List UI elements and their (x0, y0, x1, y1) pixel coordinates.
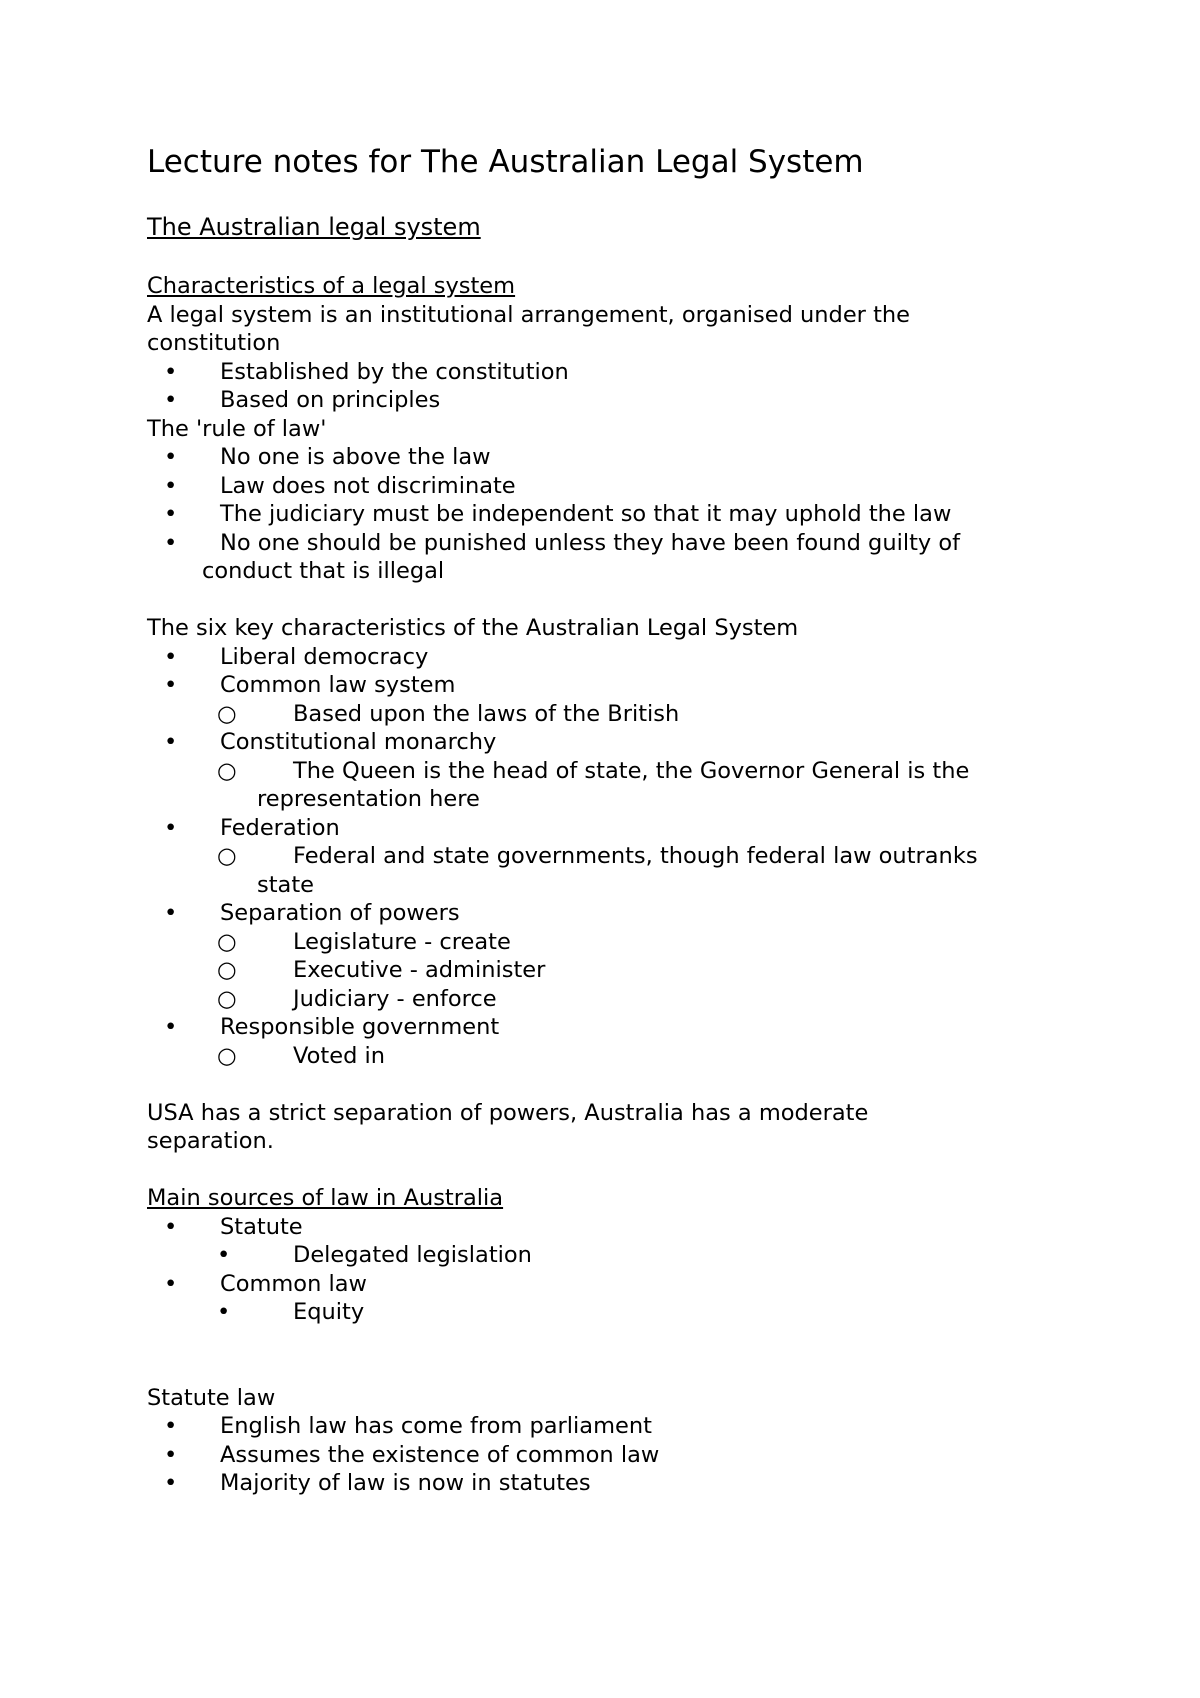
subsection-heading: Main sources of law in Australia (147, 1185, 504, 1211)
bullet-marker: • (217, 1242, 231, 1268)
list-item: • The judiciary must be independent so that it may uphold the law (164, 501, 952, 527)
list-item: • Federation (164, 814, 340, 841)
bullet-marker: • (164, 529, 178, 556)
document-page (147, 140, 1057, 1498)
section-heading: The Australian legal system (147, 213, 481, 241)
bullet-marker: • (164, 1441, 178, 1468)
bullet-marker: • (164, 672, 178, 698)
bullet-list (147, 358, 1057, 415)
list-item: • Liberal democracy (164, 643, 429, 670)
circle-marker: ○ (217, 957, 237, 983)
list-item: • Established by the constitution (164, 358, 569, 385)
bullet-marker: • (164, 1470, 178, 1496)
paragraph-line: constitution (147, 330, 281, 356)
bullet-marker: • (164, 1213, 178, 1240)
bullet-marker: • (217, 1299, 231, 1325)
bullet-marker: • (164, 444, 178, 470)
sub-list-item: ○ Based upon the laws of the British (217, 700, 680, 727)
bullet-list (147, 899, 1057, 1070)
bullet-list (147, 443, 1057, 557)
list-item: • English law has come from parliament (164, 1413, 652, 1439)
paragraph-line: Statute law (147, 1384, 276, 1411)
list-item: • No one is above the law (164, 444, 491, 470)
list-item: • Common law system (164, 672, 456, 698)
sub-list-item: ○ The Queen is the head of state, the Governor General is the (217, 757, 970, 784)
sub-list-item: ○ Executive - administer (217, 957, 546, 983)
circle-marker: ○ (217, 700, 237, 727)
bullet-marker: • (164, 1014, 178, 1040)
subsection-heading: Characteristics of a legal system (147, 273, 516, 299)
bullet-list (147, 643, 1057, 786)
bullet-marker: • (164, 643, 178, 670)
list-item: • Based on principles (164, 387, 441, 413)
paragraph-line: A legal system is an institutional arrangement, organised under the (147, 301, 911, 328)
list-item: • Majority of law is now in statutes (164, 1470, 591, 1496)
circle-marker: ○ (217, 985, 237, 1012)
bullet-list (147, 814, 1057, 871)
bullet-marker: • (164, 900, 178, 926)
sub-list-item: ○ Judiciary - enforce (217, 985, 497, 1012)
bullet-list (147, 1213, 1057, 1327)
page-title: Lecture notes for The Australian Legal System (147, 144, 864, 180)
list-item: • Responsible government (164, 1014, 500, 1040)
list-item: • No one should be punished unless they have been found guilty of (164, 529, 961, 556)
bullet-marker: • (164, 472, 178, 499)
circle-marker: ○ (217, 1042, 237, 1069)
list-item: • Assumes the existence of common law (164, 1441, 660, 1468)
paragraph-line: The 'rule of law' (147, 415, 327, 442)
list-item: • Statute (164, 1213, 303, 1240)
sub-list-item: • Equity (217, 1299, 365, 1325)
circle-marker: ○ (217, 757, 237, 784)
bullet-marker: • (164, 1270, 178, 1297)
paragraph-line: The six key characteristics of the Australian Legal System (147, 615, 799, 641)
bullet-marker: • (164, 1413, 178, 1439)
list-item-continuation: representation here (257, 786, 480, 812)
bullet-marker: • (164, 814, 178, 841)
list-item: • Constitutional monarchy (164, 729, 497, 755)
list-item-continuation: conduct that is illegal (202, 558, 445, 584)
sub-list-item: • Delegated legislation (217, 1242, 532, 1268)
sub-list-item: ○ Federal and state governments, though federal law outranks (217, 843, 978, 869)
bullet-marker: • (164, 501, 178, 527)
list-item: • Law does not discriminate (164, 472, 516, 499)
sub-list-item: ○ Voted in (217, 1042, 386, 1069)
bullet-marker: • (164, 387, 178, 413)
list-item: • Separation of powers (164, 900, 460, 926)
bullet-marker: • (164, 358, 178, 385)
circle-marker: ○ (217, 928, 237, 955)
list-item: • Common law (164, 1270, 367, 1297)
sub-list-item: ○ Legislature - create (217, 928, 511, 955)
circle-marker: ○ (217, 843, 237, 869)
paragraph-line: separation. (147, 1128, 274, 1154)
bullet-list (147, 1412, 1057, 1498)
list-item-continuation: state (257, 871, 314, 898)
paragraph-line: USA has a strict separation of powers, Australia has a moderate (147, 1099, 869, 1126)
bullet-marker: • (164, 729, 178, 755)
